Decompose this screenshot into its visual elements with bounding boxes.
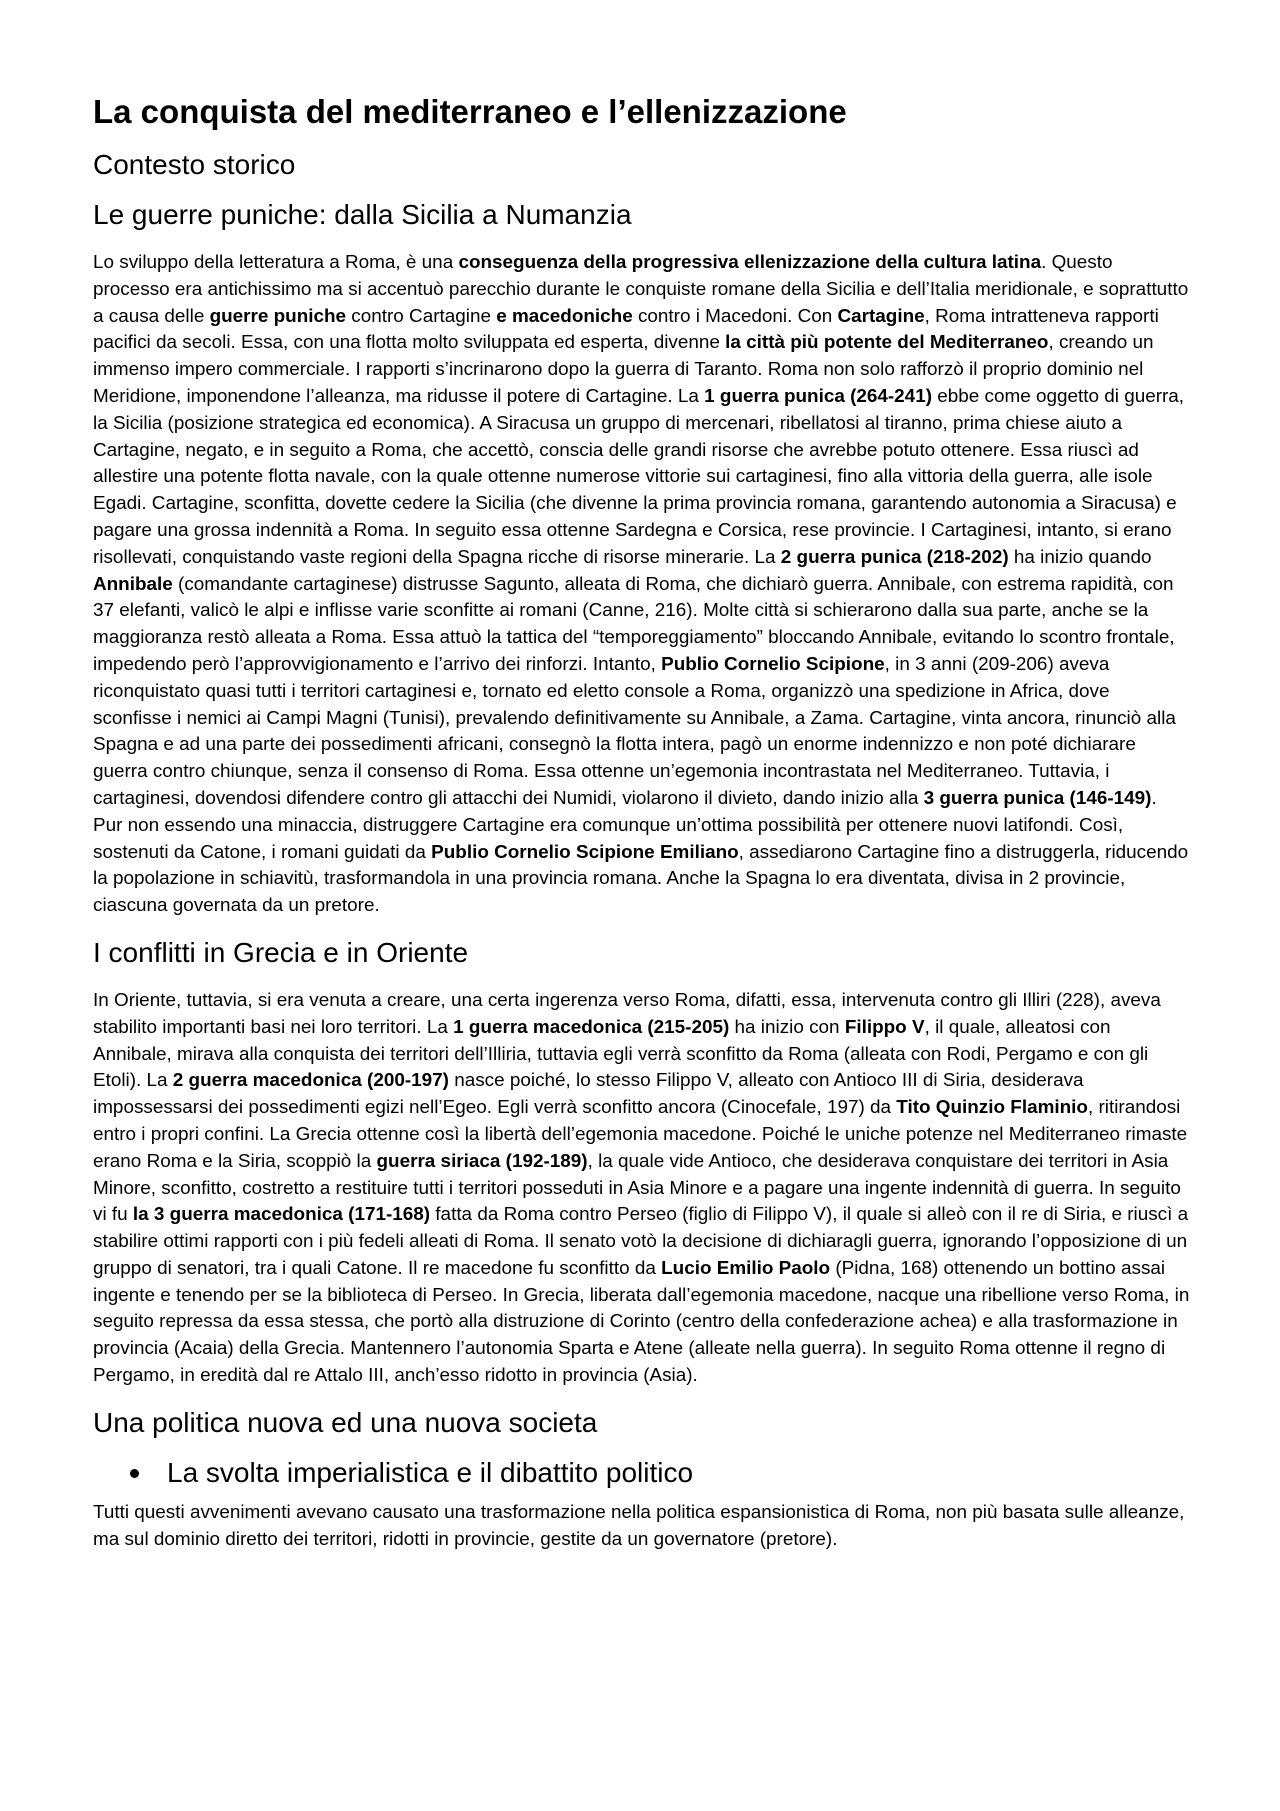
paragraph-conflitti-grecia: In Oriente, tuttavia, si era venuta a creare, una certa ingerenza verso Roma, difatti, essa, intervenuta contro gli Illiri (228), aveva stabilito importanti basi nei loro territori. La 1 guerra macedonica (215-205) ha inizio con Filippo V, il quale, alleatosi con Annibale, mirava alla conquista dei territori dell’Illiria, tuttavia egli verrà sconfitto da Roma (alleata con Rodi, Pergamo e con gli Etoli). La 2 guerra macedonica (200-197) nasce poiché, lo stesso Filippo V, alleato con Antioco III di Siria, desiderava impossessarsi dei possedimenti egizi nell’Egeo. Egli verrà sconfitto ancora (Cinocefale, 197) da Tito Quinzio Flaminio, ritirandosi entro i propri confini. La Grecia ottenne così la libertà dell’egemonia macedone. Poiché le uniche potenze nel Mediterraneo rimaste erano Roma e la Siria, scoppiò la guerra siriaca (192-189), la quale vide Antioco, che desiderava conquistare dei territori in Asia Minore, sconfitto, costretto a restituire tutti i territori posseduti in Asia Minore e a pagare una ingente indennità di guerra. In seguito vi fu la 3 guerra macedonica (171-168) fatta da Roma contro Perseo (figlio di Filippo V), il quale si alleò con il re di Siria, e riuscì a stabilire ottimi rapporti con i più fedeli alleati di Roma. Il senato votò la decisione di dichiaragli guerra, ignorando l’opposizione di un gruppo di senatori, tra i quali Catone. Il re macedone fu sconfitto da Lucio Emilio Paolo (Pidna, 168) ottenendo un bottino assai ingente e tenendo per se la biblioteca di Perseo. In Grecia, liberata dall’egemonia macedone, nacque una ribellione verso Roma, in seguito repressa da essa stessa, che portò alla distruzione di Corinto (centro della confederazione achea) e alla trasformazione in provincia (Acaia) della Grecia. Mantennero l’autonomia Sparta e Atene (alleate nella guerra). In seguito Roma ottenne il regno di Pergamo, in eredità dal re Attalo III, anch’esso ridotto in provincia (Asia). [93, 989, 1190, 1387]
document-title: La conquista del mediterraneo e l’ellenizzazione [93, 93, 847, 130]
heading-conflitti-grecia: I conflitti in Grecia e in Oriente [93, 936, 469, 968]
paragraph-svolta: Tutti questi avvenimenti avevano causato una trasformazione nella politica espansionistica di Roma, non più basata sulle alleanze, ma sul dominio diretto dei territori, ridotti in provincie, gestite da un governatore (pretore). [93, 1501, 1185, 1550]
paragraph-guerre-puniche: Lo sviluppo della letteratura a Roma, è una conseguenza della progressiva ellenizzazione della cultura latina. Questo processo era antichissimo ma si accentuò parecchio durante le conquiste romane della Sicilia e dell’Italia meridionale, e soprattutto a causa delle guerre puniche contro Cartagine e macedoniche contro i Macedoni. Con Cartagine, Roma intratteneva rapporti pacifici da secoli. Essa, con una flotta molto sviluppata ed esperta, divenne la città più potente del Mediterraneo, creando un immenso impero commerciale. I rapporti s’incrinarono dopo la guerra di Taranto. Roma non solo rafforzò il proprio dominio nel Meridione, imponendone l’alleanza, ma ridusse il potere di Cartagine. La 1 guerra punica (264-241) ebbe come oggetto di guerra, la Sicilia (posizione strategica ed economica). A Siracusa un gruppo di mercenari, ribellatosi al tiranno, prima chiese aiuto a Cartagine, negato, e in seguito a Roma, che accettò, conscia delle grandi risorse che avrebbe potuto ottenere. Essa riuscì ad allestire una potente flotta navale, con la quale ottenne numerose vittorie sui cartaginesi, fino alla vittoria della guerra, alle isole Egadi. Cartagine, sconfitta, dovette cedere la Sicilia (che divenne la prima provincia romana, garantendo autonomia a Siracusa) e pagare una grossa indennità a Roma. In seguito essa ottenne Sardegna e Corsica, rese provincie. I Cartaginesi, intanto, si erano risollevati, conquistando vaste regioni della Spagna ricche di risorse minerarie. La 2 guerra punica (218-202) ha inizio quando Annibale (comandante cartaginese) distrusse Sagunto, alleata di Roma, che dichiarò guerra. Annibale, con estrema rapidità, con 37 elefanti, valicò le alpi e inflisse varie sconfitte ai romani (Canne, 216). Molte città si schierarono dalla sua parte, anche se la maggioranza restò alleata a Roma. Essa attuò la tattica del “temporeggiamento” bloccando Annibale, evitando lo scontro frontale, impedendo però l’approvvigionamento e l’arrivo dei rinforzi. Intanto, Publio Cornelio Scipione, in 3 anni (209-206) aveva riconquistato quasi tutti i territori cartaginesi e, tornato ed eletto console a Roma, organizzò una spedizione in Africa, dove sconfisse i nemici ai Campi Magni (Tunisi), prevalendo definitivamente su Annibale, a Zama. Cartagine, vinta ancora, rinunciò alla Spagna e ad una parte dei possedimenti africani, consegnò la flotta intera, pagò un enorme indennizzo e non poté dichiarare guerra contro chiunque, senza il consenso di Roma. Essa ottenne un’egemonia incontrastata nel Mediterraneo. Tuttavia, i cartaginesi, dovendosi difendere contro gli attacchi dei Numidi, violarono il divieto, dando inizio alla 3 guerra punica (146-149). Pur non essendo una minaccia, distruggere Cartagine era comunque un’ottima possibilità per ottenere nuovi latifondi. Così, sostenuti da Catone, i romani guidati da Publio Cornelio Scipione Emiliano, assediarono Cartagine fino a distruggerla, riducendo la popolazione in schiavitù, trasformandola in una provincia romana. Anche la Spagna lo era diventata, divisa in 2 provincie, ciascuna governata da un pretore. [93, 252, 1189, 917]
bullet-svolta-imperialistica: La svolta imperialistica e il dibattito politico [167, 1456, 1190, 1490]
heading-guerre-puniche: Le guerre puniche: dalla Sicilia a Numanzia [93, 199, 632, 230]
heading-politica-nuova: Una politica nuova ed una nuova societa [93, 1406, 598, 1438]
heading-contesto-storico: Contesto storico [93, 149, 296, 180]
bullet-list [93, 1456, 1190, 1490]
